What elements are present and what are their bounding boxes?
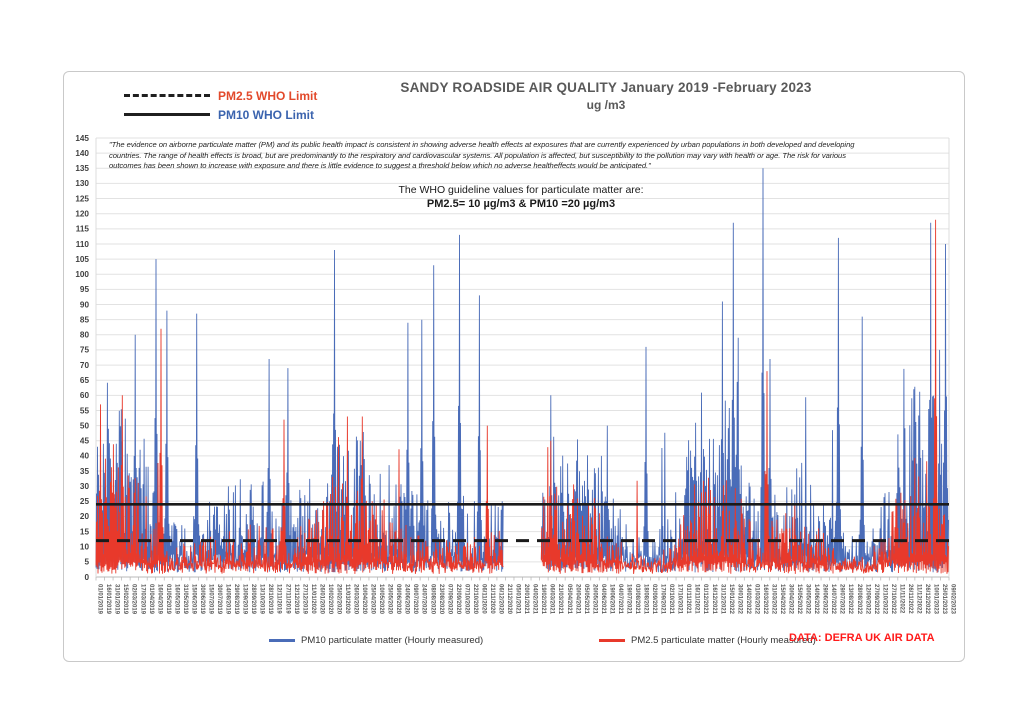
x-tick-label: 19/02/2021 (540, 584, 547, 615)
x-tick-label: 12/10/2022 (881, 584, 888, 615)
x-tick-label: 06/03/2021 (548, 584, 555, 615)
x-tick-label: 05/04/2021 (565, 584, 572, 615)
x-tick-label: 16/12/2021 (710, 584, 717, 615)
x-tick-label: 27/11/2019 (284, 584, 291, 614)
pm25-line-sample (599, 639, 625, 642)
y-tick-label: 110 (75, 239, 89, 249)
x-tick-label: 12/09/2022 (864, 584, 871, 615)
x-tick-label: 10/04/2020 (361, 584, 368, 615)
y-tick-label: 105 (75, 254, 89, 264)
legend-label-pm25-limit: PM2.5 WHO Limit (218, 88, 318, 103)
x-tick-label: 07/10/2020 (463, 584, 470, 615)
x-tick-label: 24/06/2020 (403, 584, 410, 615)
quote-line-1: "The evidence on airborne particulate matter (PM) and its public health impact is consistent in showing adverse health effects at exposures that are currently experienced by urban populations in both developed and developing (109, 140, 855, 149)
chart-legend-top (124, 86, 394, 124)
x-tick-label: 13/10/2019 (258, 584, 265, 615)
legend-label-pm25-series: PM2.5 particulate matter (Hourly measured) (631, 635, 816, 646)
x-tick-label: 09/07/2020 (412, 584, 419, 615)
x-tick-label: 14/06/2022 (813, 584, 820, 615)
y-tick-label: 70 (79, 360, 89, 370)
data-credit: DATA: DEFRA UK AIR DATA (789, 632, 935, 644)
y-tick-label: 135 (75, 164, 89, 174)
x-tick-label: 04/06/2021 (599, 584, 606, 615)
x-tick-label: 30/04/2022 (787, 584, 794, 615)
y-tick-label: 45 (79, 436, 89, 446)
x-tick-label: 16/03/2022 (761, 584, 768, 615)
chart-legend-bottom (64, 632, 964, 656)
x-tick-label: 21/12/2020 (506, 584, 513, 615)
y-tick-label: 120 (75, 209, 89, 219)
y-tick-label: 80 (79, 330, 89, 340)
y-tick-label: 145 (75, 133, 89, 143)
x-tick-label: 16/05/2019 (173, 584, 180, 615)
x-tick-label: 26/11/2022 (906, 584, 913, 614)
y-tick-label: 75 (79, 345, 89, 355)
x-tick-label: 29/06/2022 (821, 584, 828, 615)
x-tick-label: 12/12/2019 (292, 584, 299, 615)
title-block (396, 80, 816, 112)
x-tick-label: 25/01/2023 (941, 584, 948, 615)
dashed-line-sample (124, 94, 210, 97)
x-tick-label: 11/12/2022 (915, 584, 922, 614)
x-tick-label: 31/12/2021 (719, 584, 726, 615)
x-tick-label: 23/08/2020 (437, 584, 444, 615)
x-tick-label: 19/06/2021 (608, 584, 615, 615)
x-tick-label: 31/05/2019 (181, 584, 188, 615)
x-tick-label: 18/08/2021 (642, 584, 649, 615)
pm10-line-sample (269, 639, 295, 642)
x-tick-label: 31/03/2022 (770, 584, 777, 615)
x-tick-label: 28/08/2022 (855, 584, 862, 615)
x-tick-label: 02/10/2021 (668, 584, 675, 615)
x-tick-label: 13/08/2022 (847, 584, 854, 615)
x-tick-label: 27/12/2019 (301, 584, 308, 615)
x-tick-label: 04/02/2021 (531, 584, 538, 615)
x-tick-label: 01/01/2019 (96, 584, 103, 615)
x-tick-label: 17/10/2021 (676, 584, 683, 615)
chart-title: SANDY ROADSIDE AIR QUALITY January 2019 -February 2023 (400, 80, 812, 95)
quote-line-2: countries. The range of health effects is broad, but are predominantly to the respiratory and cardiovascular systems. All population is affected, but susceptibility to the pollution may vary with health or age. The risk for various (109, 150, 846, 160)
y-tick-label: 0 (84, 572, 89, 582)
legend-label-pm10-limit: PM10 WHO Limit (218, 107, 315, 122)
y-tick-label: 10 (79, 542, 89, 552)
x-tick-label: 02/03/2019 (130, 584, 137, 615)
legend-item-pm25-limit (124, 86, 394, 105)
x-tick-label: 09/06/2020 (395, 584, 402, 615)
x-tick-label: 11/01/2020 (309, 584, 316, 614)
x-tick-label: 05/05/2021 (582, 584, 589, 615)
x-tick-label: 06/12/2020 (497, 584, 504, 615)
x-tick-label: 15/07/2019 (207, 584, 214, 615)
y-tick-label: 5 (84, 557, 89, 567)
y-tick-label: 95 (79, 285, 89, 295)
y-tick-label: 60 (79, 391, 89, 401)
x-tick-label: 25/04/2020 (369, 584, 376, 615)
x-tick-label: 16/01/2019 (105, 584, 112, 615)
y-tick-label: 125 (75, 194, 89, 204)
y-tick-label: 65 (79, 376, 89, 386)
y-tick-label: 140 (75, 148, 89, 158)
x-tick-label: 15/05/2022 (796, 584, 803, 615)
x-tick-label: 06/11/2020 (480, 584, 487, 614)
quote-annotation (109, 140, 957, 172)
x-tick-label: 09/02/2023 (949, 584, 956, 615)
x-tick-label: 14/07/2022 (830, 584, 837, 615)
y-tick-label: 90 (79, 300, 89, 310)
legend-item-pm10-limit (124, 105, 394, 124)
y-tick-label: 40 (79, 451, 89, 461)
x-tick-label: 29/07/2022 (838, 584, 845, 615)
x-tick-label: 25/02/2020 (335, 584, 342, 615)
x-tick-label: 21/11/2020 (488, 584, 495, 614)
x-tick-label: 15/01/2022 (727, 584, 734, 615)
who-guideline-note (321, 184, 721, 210)
x-tick-label: 11/11/2022 (898, 584, 905, 614)
y-tick-label: 15 (79, 527, 89, 537)
y-tick-label: 30 (79, 481, 89, 491)
x-tick-label: 21/03/2021 (557, 584, 564, 615)
x-tick-label: 12/11/2019 (275, 584, 282, 614)
quote-line-3: outcomes has been shown to increase with exposure and there is little evidence to suggest a threshold below which no adverse healtheffects would be anticipated." (109, 161, 651, 171)
y-tick-label: 115 (75, 224, 89, 234)
x-tick-label: 15/06/2019 (190, 584, 197, 615)
x-tick-label: 20/04/2021 (574, 584, 581, 615)
x-tick-label: 10/05/2020 (378, 584, 385, 615)
x-tick-label: 30/05/2022 (804, 584, 811, 615)
x-tick-label: 14/08/2019 (224, 584, 231, 615)
y-tick-label: 55 (79, 406, 89, 416)
x-tick-label: 22/09/2020 (454, 584, 461, 615)
x-tick-label: 07/09/2020 (446, 584, 453, 615)
x-tick-label: 20/05/2021 (591, 584, 598, 615)
x-tick-label: 22/10/2020 (471, 584, 478, 615)
x-tick-label: 11/03/2020 (343, 584, 350, 614)
x-tick-label: 28/09/2019 (250, 584, 257, 615)
x-tick-label: 01/05/2019 (164, 584, 171, 615)
x-tick-label: 13/09/2019 (241, 584, 248, 615)
x-tick-label: 30/01/2022 (736, 584, 743, 615)
y-tick-label: 20 (79, 512, 89, 522)
who-note-line-2: PM2.5= 10 µg/m3 & PM10 =20 µg/m3 (426, 198, 616, 210)
x-tick-label: 28/10/2019 (267, 584, 274, 615)
x-tick-label: 03/08/2021 (633, 584, 640, 615)
chart-frame (63, 71, 965, 662)
y-tick-label: 25 (79, 497, 89, 507)
x-tick-label: 25/05/2020 (386, 584, 393, 615)
x-tick-label: 30/07/2019 (216, 584, 223, 615)
x-tick-label: 27/09/2022 (872, 584, 879, 615)
x-tick-label: 26/01/2020 (318, 584, 325, 615)
x-tick-label: 04/07/2021 (616, 584, 623, 615)
x-tick-label: 16/04/2019 (156, 584, 163, 615)
x-tick-label: 01/03/2022 (753, 584, 760, 615)
x-tick-label: 01/12/2021 (702, 584, 709, 615)
x-tick-label: 31/01/2019 (113, 584, 120, 615)
x-tick-label: 27/10/2022 (889, 584, 896, 615)
legend-label-pm10-series: PM10 particulate matter (Hourly measured) (301, 635, 484, 646)
y-tick-label: 100 (75, 270, 89, 280)
x-tick-label: 19/07/2021 (625, 584, 632, 615)
x-tick-label: 17/09/2021 (659, 584, 666, 615)
x-tick-label: 30/06/2019 (198, 584, 205, 615)
x-tick-label: 26/03/2020 (352, 584, 359, 615)
chart-subtitle: ug /m3 (586, 98, 626, 112)
y-tick-label: 35 (79, 466, 89, 476)
x-tick-label: 14/02/2022 (744, 584, 751, 615)
x-tick-label: 10/01/2023 (932, 584, 939, 615)
x-tick-label: 10/02/2020 (326, 584, 333, 615)
legend-item-pm10-series (269, 635, 483, 646)
solid-line-sample (124, 113, 210, 116)
x-tick-label: 15/04/2022 (779, 584, 785, 615)
x-tick-label: 24/07/2020 (420, 584, 427, 615)
x-tick-label: 15/02/2019 (122, 584, 129, 615)
x-tick-label: 01/04/2019 (147, 584, 154, 615)
x-tick-label: 01/11/2021 (685, 584, 692, 614)
y-tick-label: 130 (75, 179, 89, 189)
legend-item-pm25-series (599, 635, 816, 646)
x-tick-label: 29/08/2019 (233, 584, 240, 615)
x-tick-label: 16/11/2021 (693, 584, 700, 614)
y-tick-label: 50 (79, 421, 89, 431)
x-tick-label: 05/01/2021 (514, 584, 521, 615)
x-tick-label: 02/09/2021 (651, 584, 658, 615)
x-tick-label: 17/03/2019 (139, 584, 146, 615)
x-tick-label: 08/08/2020 (429, 584, 436, 615)
x-tick-label: 20/01/2021 (523, 584, 530, 615)
y-tick-label: 85 (79, 315, 89, 325)
x-tick-label: 26/12/2022 (924, 584, 931, 615)
who-note-line-1: The WHO guideline values for particulate matter are: (398, 184, 644, 196)
